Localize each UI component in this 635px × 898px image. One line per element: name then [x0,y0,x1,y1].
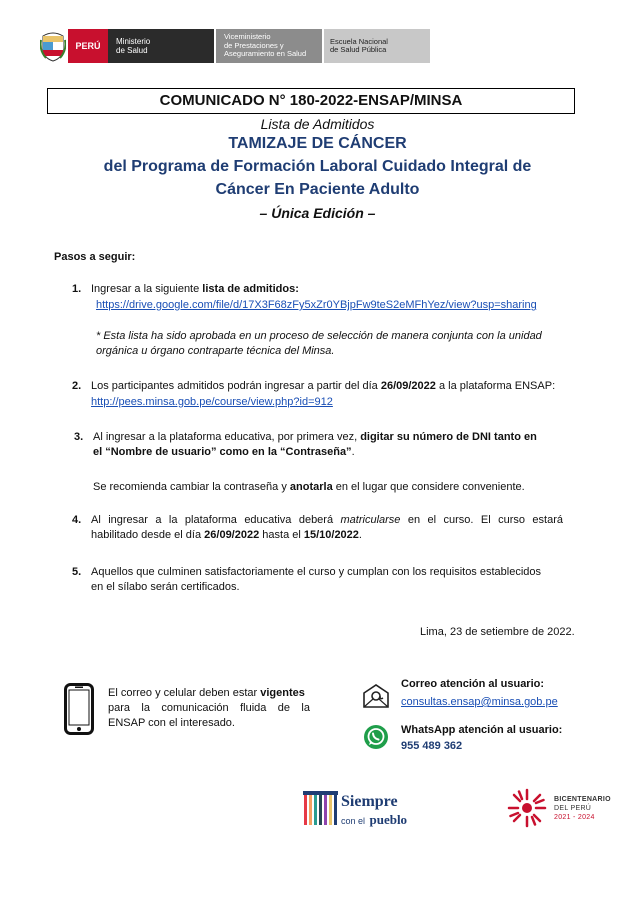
list-title: Lista de Admitidos [260,116,375,132]
escuela-badge: Escuela Nacional de Salud Pública [324,29,430,63]
peru-badge: PERÚ [68,29,108,63]
step-2-number: 2. [72,380,82,392]
step-1-note-line1: * Esta lista ha sido aprobada en un proceso de selección de manera conjunta con la unidad [96,330,542,342]
edition-label: – Única Edición – [259,205,376,221]
ministerio-badge: Ministerio de Salud [108,29,214,63]
step-1-note-line2: orgánica u órgano contraparte técnica del Minsa. [96,345,335,357]
program-title-line2: Cáncer En Paciente Adulto [215,181,420,198]
program-title-line1: del Programa de Formación Laboral Cuidado Integral de [103,158,532,175]
step-2-text: Los participantes admitidos podrán ingresar a partir del día 26/09/2022 a la plataforma ENSAP: [91,380,556,392]
whatsapp-number: 955 489 362 [401,740,463,752]
email-label: Correo atención al usuario: [401,678,545,690]
steps-heading: Pasos a seguir: [54,251,136,263]
whatsapp-label: WhatsApp atención al usuario: [401,724,563,736]
con-el-pueblo-text: con el pueblo [341,812,408,827]
step-3-text-line1: Al ingresar a la plataforma educativa, por primera vez, digitar su número de DNI tanto en [93,431,537,443]
main-title: TAMIZAJE DE CÁNCER [228,135,407,152]
step-4-text-line2: habilitado desde el día 26/09/2022 hasta el 15/10/2022. [91,529,362,541]
whatsapp-icon [363,724,389,755]
comunicado-title: COMUNICADO N° 180-2022-ENSAP/MINSA [47,88,575,114]
step-1-number: 1. [72,283,82,295]
step-1-text: Ingresar a la siguiente lista de admitidos: [91,283,299,295]
phone-notice: El correo y celular deben estar vigentes para la comunicación fluida de la ENSAP con el interesado. [108,687,310,729]
step-3-recommendation: Se recomienda cambiar la contraseña y anotarla en el lugar que considere conveniente. [93,481,525,493]
step-4-text-line1: Al ingresar a la plataforma educativa deberá matricularse en el curso. El curso estará [91,514,563,526]
email-link[interactable]: consultas.ensap@minsa.gob.pe [401,696,558,708]
peru-coat-of-arms-icon [40,30,66,62]
admitidos-list-link[interactable]: https://drive.google.com/file/d/17X3F68zFy5xZr0YBjpFw9teS2eMFhYez/view?usp=sharing [96,299,537,311]
mobile-phone-icon [64,683,94,740]
siempre-text: Siempre [341,793,398,810]
step-5-number: 5. [72,566,82,578]
step-3-number: 3. [74,431,84,443]
step-3-text-line2: el “Nombre de usuario” como en la “Contraseña”. [93,446,355,458]
viceministerio-badge: Viceministerio de Prestaciones y Aseguramiento en Salud [216,29,322,63]
step-4-number: 4. [72,514,82,526]
date-line: Lima, 23 de setiembre de 2022. [420,626,575,638]
ensap-platform-link[interactable]: http://pees.minsa.gob.pe/course/view.php?id=912 [91,396,333,408]
email-at-icon [362,683,390,714]
siempre-con-el-pueblo-logo [303,789,339,834]
bicentenario-emblem-icon [507,788,547,833]
bicentenario-text: BICENTENARIO DEL PERÚ 2021 - 2024 [554,796,611,821]
step-5-text-line2: en el sílabo serán certificados. [91,581,240,593]
step-5-text-line1: Aquellos que culminen satisfactoriamente el curso y cumplan con los requisitos establecidos [91,566,542,578]
